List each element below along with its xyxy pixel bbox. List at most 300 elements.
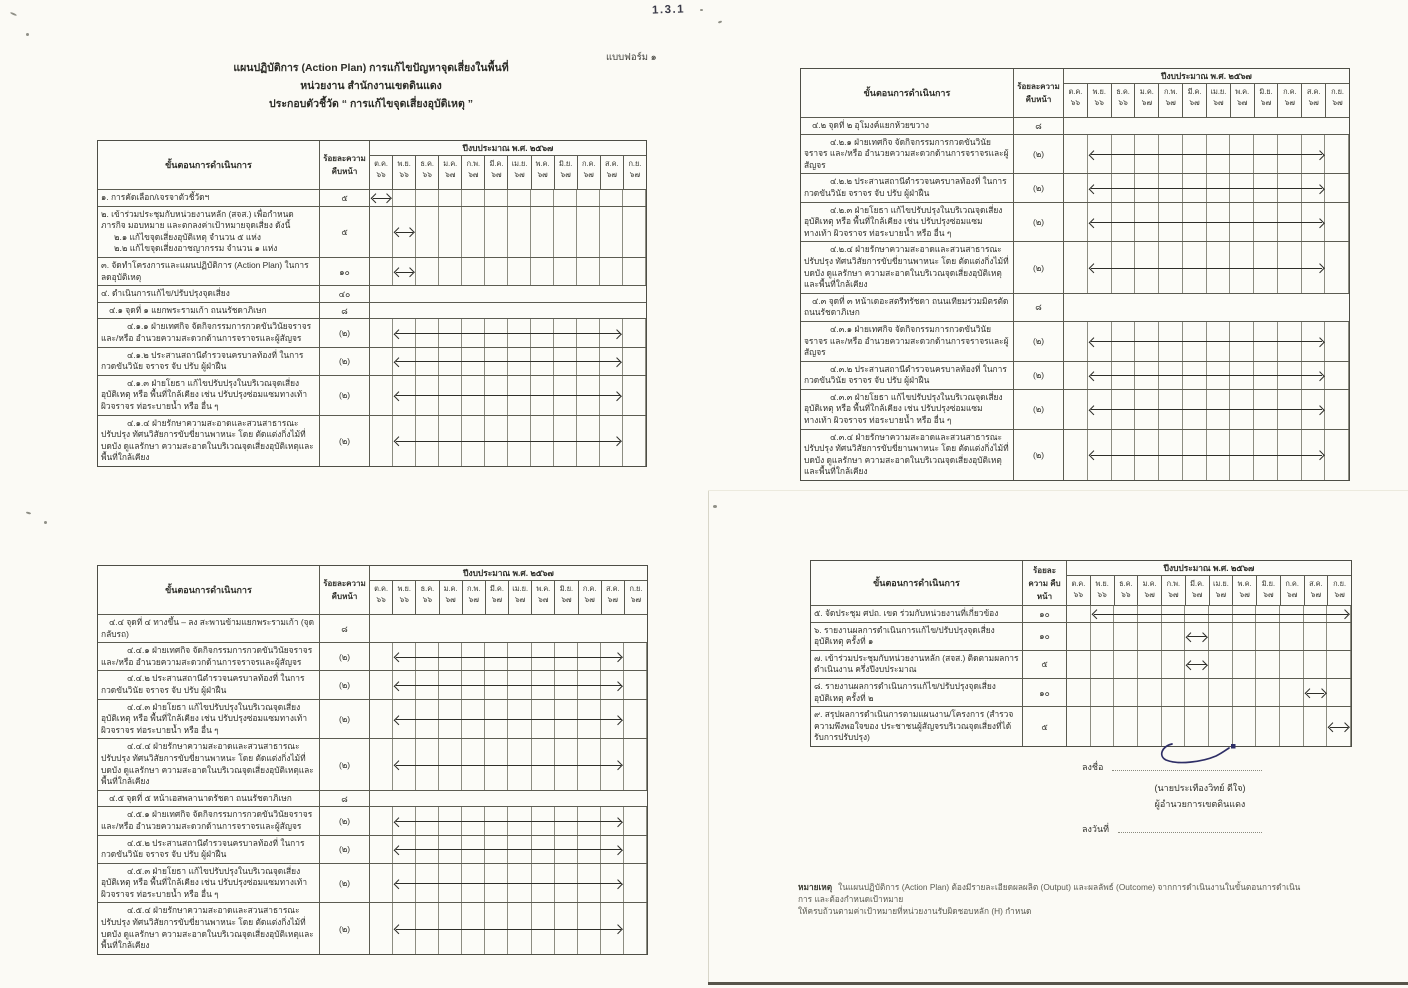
timeline-arrow (396, 849, 621, 850)
month-cell (1064, 390, 1088, 429)
progress-cell: ๘ (1014, 294, 1064, 321)
progress-cell: (๒) (1014, 430, 1064, 480)
month-cell (370, 303, 393, 319)
month-cell (1067, 623, 1091, 650)
timeline-cells (1064, 174, 1349, 201)
progress-cell: (๒) (320, 700, 370, 739)
timeline-cells (370, 700, 647, 739)
month-cell (624, 836, 647, 863)
month-cell (555, 791, 578, 807)
month-year: ๖๗ (583, 169, 594, 179)
month-header-cell (1088, 84, 1112, 117)
page4-top-edge (708, 490, 1408, 491)
timeline-arrow (396, 821, 621, 822)
timeline-cells (1067, 623, 1351, 650)
progress-cell: (๒) (320, 671, 370, 698)
month-year: ๖๖ (1097, 589, 1107, 599)
months-header (370, 566, 647, 614)
table-row (801, 241, 1349, 292)
step-text: ๔.๔.๒ ประสานสถานีตำรวจนครบาลท้องที่ ในการกวดขันวินัย จราจร จับ ปรับ ผู้ฝ่าฝืน (101, 673, 305, 695)
progress-cell: ๕ (320, 190, 370, 206)
month-abbr: มิ.ย. (1261, 579, 1276, 588)
month-cell (1064, 203, 1088, 242)
month-header-row (370, 581, 647, 614)
month-abbr: มิ.ย. (559, 159, 573, 168)
month-header-cell (1210, 576, 1234, 605)
fiscal-year-band: ปีงบประมาณ พ.ศ. ๒๕๖๗ (370, 141, 646, 156)
month-cell (370, 319, 393, 346)
step-text: ๔.๕.๑ ฝ่ายเทศกิจ จัดกิจกรรมการกวดขันวินัยจราจร และ/หรือ อำนวยความสะดวกด้านการจราจรและผู้สัญจร (101, 809, 313, 831)
table-row (98, 206, 646, 257)
month-cell (1325, 390, 1349, 429)
month-cell (462, 791, 485, 807)
month-cell (600, 207, 623, 257)
timeline-arrow (1307, 693, 1325, 694)
step-text: ๔.๔ จุดที่ ๔ ทางขึ้น – ลง สะพานข้ามแยกพระรามเก้า (จุดกลับรถ) (101, 617, 315, 639)
fiscal-year-band: ปีงบประมาณ พ.ศ. ๒๕๖๗ (1067, 561, 1351, 576)
step-text: ๒.๒ แก้ไขจุดเสี่ยงอาชญากรรม จำนวน ๑ แห่ง (114, 243, 278, 254)
progress-cell: ๘ (320, 615, 370, 642)
timeline-arrow (1091, 188, 1323, 189)
month-header-cell (601, 156, 624, 189)
month-year: ๖๖ (422, 169, 432, 179)
month-abbr: ต.ค. (1071, 579, 1086, 588)
step-cell (801, 242, 1014, 292)
month-cell (1327, 651, 1351, 678)
month-abbr: ก.พ. (1163, 87, 1178, 96)
month-cell (1256, 651, 1280, 678)
signer-name: (นายประเทืองวิทย์ ดีใจ) (1154, 783, 1246, 793)
timeline-cells (370, 864, 647, 903)
month-cell (1325, 203, 1349, 242)
timeline-arrow (396, 929, 621, 930)
month-cell (1325, 362, 1349, 389)
timeline-arrow (396, 361, 620, 362)
month-abbr: ต.ค. (374, 584, 389, 593)
month-cell (601, 791, 624, 807)
month-header-cell (508, 156, 531, 189)
month-year: ๖๗ (607, 594, 618, 604)
timeline-cells (1064, 430, 1349, 480)
month-year: ๖๗ (445, 594, 456, 604)
table-header-row (98, 141, 646, 189)
month-cell (370, 807, 393, 834)
month-header-cell (370, 156, 393, 189)
step-text: ๔.๕.๓ ฝ่ายโยธา แก้ไขปรับปรุงในบริเวณจุดเสี่ยงอุบัติเหตุ หรือ พื้นที่ใกล้เคียง เช่น ปรับปรุงซ่อมแซมทางเท้า ผิวจราจร ท่อระบายน้ำ หรือ อื่น ๆ (101, 865, 308, 899)
timeline-cells (1064, 390, 1349, 429)
step-text: ๗. เข้าร่วมประชุมกับหน่วยงานหลัก (สจส.) ติดตามผลการดำเนินงาน ครึ่งปีงบประมาณ (814, 652, 1019, 675)
step-cell (98, 416, 320, 466)
step-text: ๔.๑.๒ ประสานสถานีตำรวจนครบาลท้องที่ ในการกวดขันวินัย จราจร จับ ปรับ ผู้ฝ่าฝืน (101, 349, 304, 372)
month-cell (1091, 651, 1115, 678)
month-cell (624, 791, 647, 807)
table-row (98, 285, 646, 302)
month-cell (1183, 118, 1207, 134)
table-row (811, 622, 1351, 650)
footnote-label: หมายเหตุ (798, 882, 833, 892)
month-cell (370, 700, 393, 739)
timeline-cells (370, 319, 646, 346)
month-cell (623, 258, 646, 285)
step-cell (98, 903, 320, 953)
month-cell (1280, 707, 1304, 746)
timeline-cells (370, 303, 646, 319)
timeline-cells (1067, 606, 1351, 622)
progress-cell: ๘ (1014, 118, 1064, 134)
month-header-cell (1159, 84, 1183, 117)
signer-position: ผู้อำนวยการเขตดินแดง (1154, 799, 1246, 809)
month-cell (370, 416, 393, 466)
month-cell (370, 286, 393, 302)
month-cell (554, 303, 577, 319)
progress-cell: (๒) (1014, 242, 1064, 292)
table-row (98, 347, 646, 375)
month-cell (554, 286, 577, 302)
month-header-cell (1305, 576, 1329, 605)
month-header-cell (416, 156, 439, 189)
month-header-cell (1231, 84, 1255, 117)
month-cell (623, 190, 646, 206)
month-header-cell (416, 581, 439, 614)
month-cell (485, 615, 508, 642)
handwritten-page-number: 1.3.1 (651, 3, 686, 17)
month-year: ๖๖ (1070, 97, 1081, 107)
timeline-arrow (1188, 664, 1206, 665)
month-cell (1064, 294, 1088, 321)
table-row (98, 835, 647, 863)
month-cell (600, 190, 623, 206)
step-text: ๒.๑ แก้ไขจุดเสี่ยงอุบัติเหตุ จำนวน ๕ แห่ง (114, 231, 261, 242)
month-year: ๖๗ (1260, 97, 1272, 107)
table-row (801, 202, 1349, 242)
month-abbr: ส.ค. (1306, 87, 1321, 96)
month-year: ๖๗ (1192, 589, 1203, 599)
timeline-arrow (396, 883, 621, 884)
month-cell (370, 739, 393, 789)
month-cell (1064, 118, 1088, 134)
month-cell (600, 303, 623, 319)
month-cell (1302, 118, 1326, 134)
timeline-cells (370, 643, 647, 670)
month-cell (1230, 118, 1254, 134)
step-text: ๔.๓.๑ ฝ่ายเทศกิจ จัดกิจกรรมการกวดขันวินัยจราจร และ/หรือ อำนวยความสะดวกด้านการจราจรและผู้สัญจร (804, 323, 1009, 358)
month-cell (416, 303, 439, 319)
scan-speckle (718, 20, 722, 23)
month-header-cell (1138, 576, 1162, 605)
progress-cell: (๒) (320, 319, 370, 346)
step-text: ๔.๑.๓ ฝ่ายโยธา แก้ไขปรับปรุงในบริเวณจุดเสี่ยงอุบัติเหตุ หรือ พื้นที่ใกล้เคียง เช่น ปรับปรุงซ่อมแซมทางเท้า ผิวจราจร ท่อระบายน้ำ หรือ อื่น ๆ (101, 377, 308, 411)
month-header-cell (578, 156, 601, 189)
month-cell (531, 258, 554, 285)
month-cell (1325, 322, 1349, 361)
month-year: ๖๖ (399, 169, 409, 179)
timeline-cells (1064, 135, 1349, 174)
month-abbr: ก.ย. (1333, 579, 1347, 588)
progress-cell: ๑๐ (1023, 679, 1067, 706)
step-text: ๔.๓ จุดที่ ๓ หน้าเดอะสตรีทรัชดา ถนนเทียมร่วมมิตรตัด ถนนรัชดาภิเษก (804, 295, 1009, 318)
timeline-arrow (1091, 455, 1323, 456)
month-abbr: ส.ค. (1309, 579, 1323, 588)
month-abbr: เม.ย. (1210, 87, 1227, 96)
month-header-cell (532, 581, 555, 614)
timeline-arrow (396, 272, 413, 273)
timeline-cells (370, 807, 647, 834)
table-row (98, 806, 647, 834)
form-number-label: แบบฟอร์ม ๑ (606, 52, 657, 63)
step-cell (801, 135, 1014, 174)
month-year: ๖๗ (514, 594, 526, 604)
month-cell (531, 190, 554, 206)
month-abbr: มี.ค. (489, 584, 504, 593)
step-cell (801, 362, 1014, 389)
step-cell (98, 303, 320, 319)
step-text: ๔.๔.๑ ฝ่ายเทศกิจ จัดกิจกรรมการกวดขันวินัยจราจร และ/หรือ อำนวยความสะดวกด้านการจราจรและผู้สัญจร (101, 645, 313, 667)
step-text: ๑. การคัดเลือก/เจรจาตัวชี้วัดฯ (101, 192, 210, 202)
month-abbr: ก.ย. (1331, 87, 1344, 96)
timeline-cells (370, 286, 646, 302)
month-cell (532, 615, 555, 642)
month-cell (1135, 294, 1159, 321)
month-header-cell (1326, 84, 1349, 117)
month-cell (1233, 651, 1257, 678)
scan-speckle (713, 505, 717, 508)
step-text: ๔.๕ จุดที่ ๕ หน้าเอสพลานาดรัชดา ถนนรัชดาภิเษก (109, 792, 292, 803)
title-line-1: แผนปฏิบัติการ (Action Plan) การแก้ไขปัญหาจุดเสี่ยงในพื้นที่ (233, 62, 509, 74)
month-header-cell (602, 581, 625, 614)
step-text: ๔.๑ จุดที่ ๑ แยกพระรามเก้า ถนนรัชดาภิเษก (109, 304, 267, 315)
month-cell (624, 700, 647, 739)
table-row (98, 699, 647, 739)
month-header-row (370, 156, 646, 189)
month-cell (393, 303, 416, 319)
month-cell (1327, 679, 1351, 706)
timeline-cells (1067, 679, 1351, 706)
month-cell (416, 615, 439, 642)
month-year: ๖๖ (1118, 97, 1128, 107)
progress-cell: ๕ (1023, 651, 1067, 678)
month-cell (370, 348, 393, 375)
month-cell (1325, 294, 1349, 321)
month-cell (601, 615, 624, 642)
month-header-cell (1207, 84, 1231, 117)
month-abbr: เม.ย. (511, 159, 528, 168)
month-abbr: พ.ย. (397, 584, 411, 593)
month-cell (1304, 623, 1328, 650)
month-cell (439, 258, 462, 285)
step-cell (98, 207, 320, 257)
month-cell (439, 190, 462, 206)
month-abbr: มี.ค. (1187, 87, 1202, 96)
month-year: ๖๗ (1237, 97, 1248, 107)
month-cell (623, 416, 646, 466)
progress-column-header: ร้อยละความ คืบหน้า (320, 566, 370, 614)
month-year: ๖๗ (491, 169, 502, 179)
month-cell (485, 303, 508, 319)
month-cell (1067, 679, 1091, 706)
step-cell (801, 203, 1014, 242)
month-cell (370, 615, 393, 642)
step-cell (801, 118, 1014, 134)
step-cell (801, 322, 1014, 361)
month-cell (623, 319, 646, 346)
month-cell (485, 791, 508, 807)
step-cell (98, 807, 320, 834)
step-cell (98, 643, 320, 670)
month-abbr: ต.ค. (374, 159, 388, 168)
month-cell (1112, 118, 1136, 134)
table-row (98, 189, 646, 206)
month-cell (1159, 118, 1183, 134)
month-header-cell (1067, 576, 1091, 605)
timeline-cells (370, 376, 646, 415)
month-year: ๖๗ (468, 169, 479, 179)
step-text: ๔.๒.๓ ฝ่ายโยธา แก้ไขปรับปรุงในบริเวณจุดเสี่ยงอุบัติเหตุ หรือ พื้นที่ใกล้เคียง เช่น ปรับปรุงซ่อมแซมทางเท้า ผิวจราจร ท่อระบายน้ำ หรือ อื่น ๆ (804, 204, 1003, 238)
steps-column-header: ขั้นตอนการดำเนินการ (98, 141, 320, 189)
table-row (98, 670, 647, 698)
month-cell (1114, 651, 1138, 678)
timeline-arrow (396, 657, 621, 658)
month-abbr: มิ.ย. (1259, 87, 1273, 96)
step-text: ๔. ดำเนินการแก้ไข/ปรับปรุงจุดเสี่ยง (101, 288, 230, 299)
month-year: ๖๗ (1215, 589, 1226, 599)
timeline-cells (370, 671, 647, 698)
month-cell (1280, 623, 1304, 650)
sign-label: ลงชื่อ (1082, 762, 1104, 772)
timeline-cells (1064, 203, 1349, 242)
month-header-cell (393, 581, 416, 614)
month-cell (623, 303, 646, 319)
month-abbr: ม.ค. (443, 584, 458, 593)
table-row (98, 902, 647, 953)
table-header-row (811, 561, 1351, 605)
month-cell (508, 258, 531, 285)
progress-column-header: ร้อยละความ คืบหน้า (320, 141, 370, 189)
month-cell (462, 190, 485, 206)
month-header-cell (1281, 576, 1305, 605)
month-abbr: เม.ย. (512, 584, 529, 593)
progress-cell: (๒) (320, 739, 370, 789)
month-year: ๖๖ (399, 594, 409, 604)
month-cell (624, 643, 647, 670)
timeline-arrow (396, 719, 621, 720)
table-row (98, 415, 646, 466)
month-cell (393, 615, 416, 642)
month-year: ๖๗ (1334, 589, 1345, 599)
month-year: ๖๗ (1213, 97, 1224, 107)
action-plan-table-page3 (97, 565, 648, 955)
month-year: ๖๗ (1263, 589, 1274, 599)
month-abbr: ก.ค. (582, 584, 597, 593)
month-year: ๖๗ (1165, 97, 1176, 107)
month-year: ๖๗ (1141, 97, 1153, 107)
timeline-cells (1064, 242, 1349, 292)
month-cell (416, 207, 439, 257)
month-header-cell (1064, 84, 1088, 117)
month-abbr: พ.ค. (1235, 87, 1250, 96)
month-cell (1067, 651, 1091, 678)
month-cell (554, 258, 577, 285)
month-cell (1325, 242, 1349, 292)
step-cell (801, 390, 1014, 429)
step-cell (98, 376, 320, 415)
month-year: ๖๗ (537, 169, 548, 179)
step-cell (98, 671, 320, 698)
step-cell (801, 430, 1014, 480)
month-cell (1327, 623, 1351, 650)
month-cell (485, 258, 508, 285)
step-cell (811, 707, 1023, 746)
month-year: ๖๗ (1332, 97, 1343, 107)
month-year: ๖๗ (1168, 589, 1179, 599)
timeline-cells (370, 416, 646, 466)
month-cell (1209, 679, 1233, 706)
month-cell (531, 303, 554, 319)
table-row (811, 605, 1351, 622)
timeline-cells (370, 348, 646, 375)
table-row (98, 302, 646, 319)
month-cell (1256, 707, 1280, 746)
month-cell (370, 207, 393, 257)
month-year: ๖๗ (1284, 97, 1295, 107)
month-cell (416, 286, 439, 302)
month-cell (416, 258, 439, 285)
step-cell (801, 174, 1014, 201)
month-header-cell (1091, 576, 1115, 605)
month-abbr: พ.ค. (536, 584, 551, 593)
month-header-cell (555, 156, 578, 189)
page4-bottom-edge (708, 982, 1408, 985)
month-cell (1091, 623, 1115, 650)
progress-cell: ๘ (320, 303, 370, 319)
month-cell (554, 190, 577, 206)
step-text: ๔.๕.๒ ประสานสถานีตำรวจนครบาลท้องที่ ในการกวดขันวินัย จราจร จับ ปรับ ผู้ฝ่าฝืน (101, 837, 305, 860)
month-cell (1233, 623, 1257, 650)
timeline-cells (1064, 118, 1349, 134)
step-text: ๔.๒.๒ ประสานสถานีตำรวจนครบาลท้องที่ ในการกวดขันวินัย จราจร จับ ปรับ ผู้ฝ่าฝืน (804, 176, 1007, 198)
month-cell (416, 791, 439, 807)
month-cell (623, 376, 646, 415)
table-row (98, 738, 647, 789)
step-text: ๒. เข้าร่วมประชุมกับหน่วยงานหลัก (สจส.) เพื่อกำหนดภารกิจ มอบหมาย และตกลงค่าเป้าหมายจุดเสี่ยง ดังนี้ (101, 208, 294, 231)
step-cell (98, 791, 320, 807)
month-header-cell (1162, 576, 1186, 605)
month-cell (1135, 118, 1159, 134)
month-header-cell (393, 156, 416, 189)
month-header-cell (555, 581, 578, 614)
step-cell (811, 651, 1023, 678)
title-line-2: หน่วยงาน สำนักงานเขตดินแดง (300, 79, 442, 92)
month-abbr: ก.ค. (1283, 87, 1297, 96)
month-cell (1067, 707, 1091, 746)
step-text: ๔.๓.๒ ประสานสถานีตำรวจนครบาลท้องที่ ในการกวดขันวินัย จราจร จับ ปรับ ผู้ฝ่าฝืน (804, 363, 1007, 386)
month-header-row (1064, 84, 1349, 117)
month-cell (1278, 118, 1302, 134)
step-text: ๔.๒.๑ ฝ่ายเทศกิจ จัดกิจกรรมการกวดขันวินัยจราจร และ/หรือ อำนวยความสะดวกด้านการจราจรและผู้สัญจร (804, 136, 1009, 170)
progress-cell: ๕ (1023, 707, 1067, 746)
month-cell (439, 615, 462, 642)
progress-cell: (๒) (320, 807, 370, 834)
month-abbr: ธ.ค. (420, 584, 435, 593)
month-cell (1233, 679, 1257, 706)
month-abbr: ม.ค. (1139, 87, 1154, 96)
month-cell (624, 864, 647, 903)
timeline-cells (370, 739, 647, 789)
month-abbr: มี.ค. (1190, 579, 1205, 588)
month-cell (1064, 430, 1088, 480)
month-cell (1088, 118, 1112, 134)
month-cell (508, 615, 531, 642)
document-title (97, 60, 645, 114)
